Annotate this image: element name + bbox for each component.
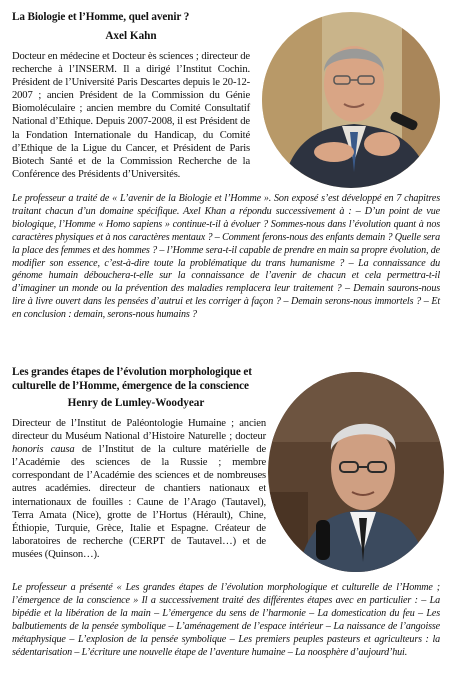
section-1-author: Axel Kahn: [105, 30, 157, 42]
section-2-bio: [12, 417, 266, 561]
section-1-summary: Le professeur a traité de « L’avenir de la Biologie et l’Homme ». Son exposé s’est développé en 7 chapitres traitant chacun d’un domaine spécifique. Axel Khan a répondu successivement à : – D’un point de vue biologique, l’Homme « Homo sapiens » continue-t-il à évoluer ? Sommes-nous dans l’évolution quant à nos caractères physiques et à nos caractères mentaux ? – Comment ferons-nous des enfants demain ? Quelle sera la place des femmes et des hommes ? – l’Homme sera-t-il capable de prendre en main sa propre évolution, de modifier son essence, c’est-à-dire toute la problématique du trans humanisme ? – La connaissance du génome humain débouchera-t-elle sur la connaissance de l’avenir de chacun et cela permettra-t-il d’imaginer un monde ou la prévention des maladies remplacera leur traitement ? – Demain saurons-nous lire à livre ouvert dans les pensées d’autrui et les corriger à façon ? – Demain serons-nous immortels ? – Et en conclusion : demain, serons-nous humains ?: [12, 193, 440, 321]
bio-italic-term: honoris causa: [12, 444, 75, 456]
section-2-summary: Le professeur a présenté « Les grandes étapes de l’évolution morphologique et culturelle de l’Homme ; l’émergence de la conscience » Il a successivement traité des différentes étapes avec en particulier : – La bipédie et la libération de la main – L’émergence du sens de l’harmonie – La domestication du feu – Les balbutiements de la pensée symbolique – L’aménagement de l’espace intérieur – La naissance de l’angoisse métaphysique – L’explosion de la pensée symbolique – Les premiers peuples pasteurs et agriculteurs : la sédentarisation – L’écriture une nouvelle étape de l’aventure humaine – La noosphère d’aujourd’hui.: [12, 582, 440, 658]
section-2-author: Henry de Lumley-Woodyear: [67, 397, 205, 409]
axel-kahn-photo: [262, 12, 440, 188]
section-2-title: Les grandes étapes de l’évolution morphologique et culturelle de l’Homme, émergence de la conscience: [12, 366, 252, 392]
henry-de-lumley-photo: [268, 372, 444, 572]
bio-text-part1: Directeur de l’Institut de Paléontologie Humaine ; ancien directeur du Muséum National d’Histoire Naturelle ; docteur: [12, 418, 266, 443]
section-1-bio: Docteur en médecine et Docteur ès sciences ; directeur de recherche à l’INSERM. Il a dirigé l’Institut Cochin. Président de l’Université Paris Descartes depuis le 20-12-2007 ; ancien Président de la Commission du Génie Biomoléculaire ; ancien membre du Comité Consultatif National d’Ethique. Depuis 2007-2008, il est Président de la Fondation Internationale du Handicap, du Comité d’Ethique de la Ligue du Cancer, et Président de Paris Biotech Santé et de la Commission Recherche de la Conférence des Présidents d’Universités.: [12, 51, 250, 180]
bio-text-part2: de l’Institut de la culture matérielle de l’Académie des sciences de la Russie ; membre correspondant de l’Académie des sciences et de nombreuses autres académies. directeur de chantiers nationaux et internationaux de fouilles : Caune de l’Arago (Tautavel), Terra Amata (Nice), grotte de l’Hortus (Hérault), Chine, Éthiopie, Turquie, Grèce, Italie et Espagne. Créateur de laboratoires de recherche (CERPT de Tautavel…) et de musées (Quinson…).: [12, 444, 266, 560]
section-1-title: La Biologie et l’Homme, quel avenir ?: [12, 11, 190, 23]
